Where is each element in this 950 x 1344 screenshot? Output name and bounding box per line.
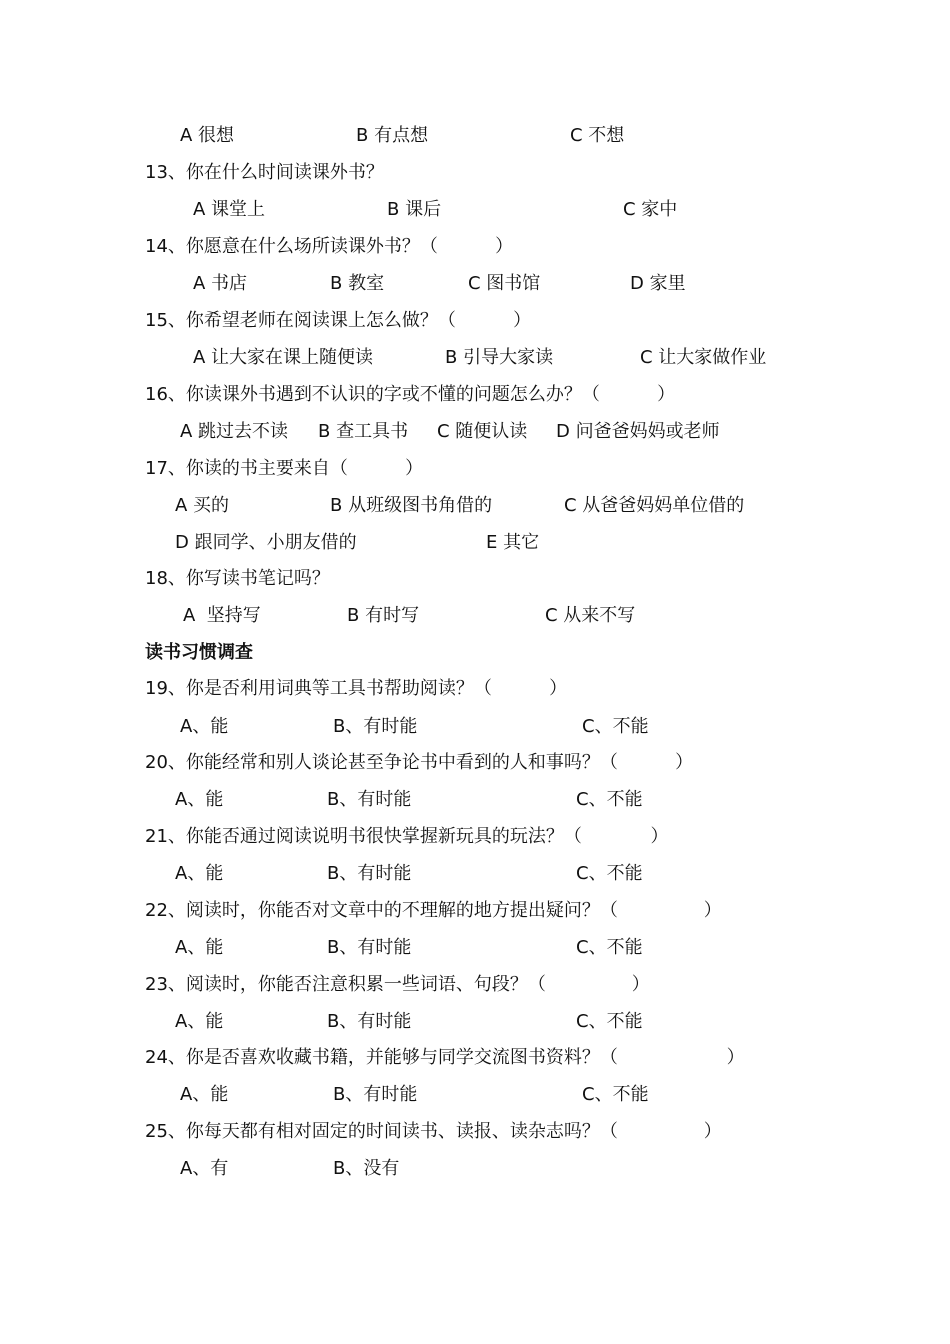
q13-option-c: C 家中 bbox=[623, 199, 678, 220]
q20-question: 20、你能经常和别人谈论甚至争论书中看到的人和事吗？（ ） bbox=[145, 752, 694, 773]
q19-option-a: A、能 bbox=[180, 716, 229, 737]
q21-question: 21、你能否通过阅读说明书很快掌握新玩具的玩法？（ ） bbox=[145, 826, 669, 847]
q21-option-a: A、能 bbox=[175, 863, 224, 884]
q17-option-b: B 从班级图书角借的 bbox=[330, 495, 493, 516]
q24-option-c: C、不能 bbox=[582, 1084, 649, 1105]
q22-option-a: A、能 bbox=[175, 937, 224, 958]
q13-option-b: B 课后 bbox=[387, 199, 442, 220]
q25-question: 25、你每天都有相对固定的时间读书、读报、读杂志吗？（ ） bbox=[145, 1121, 722, 1142]
q17-option-a: A 买的 bbox=[175, 495, 230, 516]
q25-option-a: A、有 bbox=[180, 1158, 229, 1179]
q19-question: 19、你是否利用词典等工具书帮助阅读？（ ） bbox=[145, 678, 568, 699]
q18-option-a: A 坚持写 bbox=[183, 605, 261, 626]
q14-option-c: C 图书馆 bbox=[468, 273, 541, 294]
q25-option-b: B、没有 bbox=[333, 1158, 400, 1179]
q14-question: 14、你愿意在什么场所读课外书？（ ） bbox=[145, 236, 514, 257]
q14-option-b: B 教室 bbox=[330, 273, 385, 294]
q20-option-b: B、有时能 bbox=[327, 789, 412, 810]
q17-option-c: C 从爸爸妈妈单位借的 bbox=[564, 495, 745, 516]
section-heading: 读书习惯调查 bbox=[145, 642, 253, 663]
q16-option-b: B 查工具书 bbox=[318, 421, 409, 442]
q12-option-c: C 不想 bbox=[570, 125, 625, 146]
q17-option-d: D 跟同学、小朋友借的 bbox=[175, 532, 357, 553]
q21-option-c: C、不能 bbox=[576, 863, 643, 884]
q20-option-c: C、不能 bbox=[576, 789, 643, 810]
q16-option-a: A 跳过去不读 bbox=[180, 421, 289, 442]
q24-option-b: B、有时能 bbox=[333, 1084, 418, 1105]
q18-option-c: C 从来不写 bbox=[545, 605, 636, 626]
q14-option-a: A 书店 bbox=[193, 273, 248, 294]
q16-question: 16、你读课外书遇到不认识的字或不懂的问题怎么办？（ ） bbox=[145, 384, 676, 405]
q13-question: 13、你在什么时间读课外书？ bbox=[145, 162, 384, 183]
q12-option-b: B 有点想 bbox=[356, 125, 429, 146]
q23-option-c: C、不能 bbox=[576, 1011, 643, 1032]
q22-option-c: C、不能 bbox=[576, 937, 643, 958]
q17-option-e: E 其它 bbox=[486, 532, 540, 553]
q18-question: 18、你写读书笔记吗？ bbox=[145, 568, 330, 589]
q24-option-a: A、能 bbox=[180, 1084, 229, 1105]
q21-option-b: B、有时能 bbox=[327, 863, 412, 884]
q17-question: 17、你读的书主要来自（ ） bbox=[145, 458, 424, 479]
q23-question: 23、阅读时，你能否注意积累一些词语、句段？（ ） bbox=[145, 974, 650, 995]
q15-option-a: A 让大家在课上随便读 bbox=[193, 347, 374, 368]
q12-option-a: A 很想 bbox=[180, 125, 235, 146]
q18-option-b: B 有时写 bbox=[347, 605, 420, 626]
q19-option-c: C、不能 bbox=[582, 716, 649, 737]
q19-option-b: B、有时能 bbox=[333, 716, 418, 737]
q16-option-d: D 问爸爸妈妈或老师 bbox=[556, 421, 720, 442]
q23-option-b: B、有时能 bbox=[327, 1011, 412, 1032]
q15-question: 15、你希望老师在阅读课上怎么做？（ ） bbox=[145, 310, 532, 331]
q13-option-a: A 课堂上 bbox=[193, 199, 266, 220]
q20-option-a: A、能 bbox=[175, 789, 224, 810]
q24-question: 24、你是否喜欢收藏书籍，并能够与同学交流图书资料？（ ） bbox=[145, 1047, 745, 1068]
q15-option-b: B 引导大家读 bbox=[445, 347, 554, 368]
q16-option-c: C 随便认读 bbox=[437, 421, 528, 442]
q23-option-a: A、能 bbox=[175, 1011, 224, 1032]
q15-option-c: C 让大家做作业 bbox=[640, 347, 767, 368]
q14-option-d: D 家里 bbox=[630, 273, 686, 294]
q22-option-b: B、有时能 bbox=[327, 937, 412, 958]
q22-question: 22、阅读时，你能否对文章中的不理解的地方提出疑问？（ ） bbox=[145, 900, 722, 921]
